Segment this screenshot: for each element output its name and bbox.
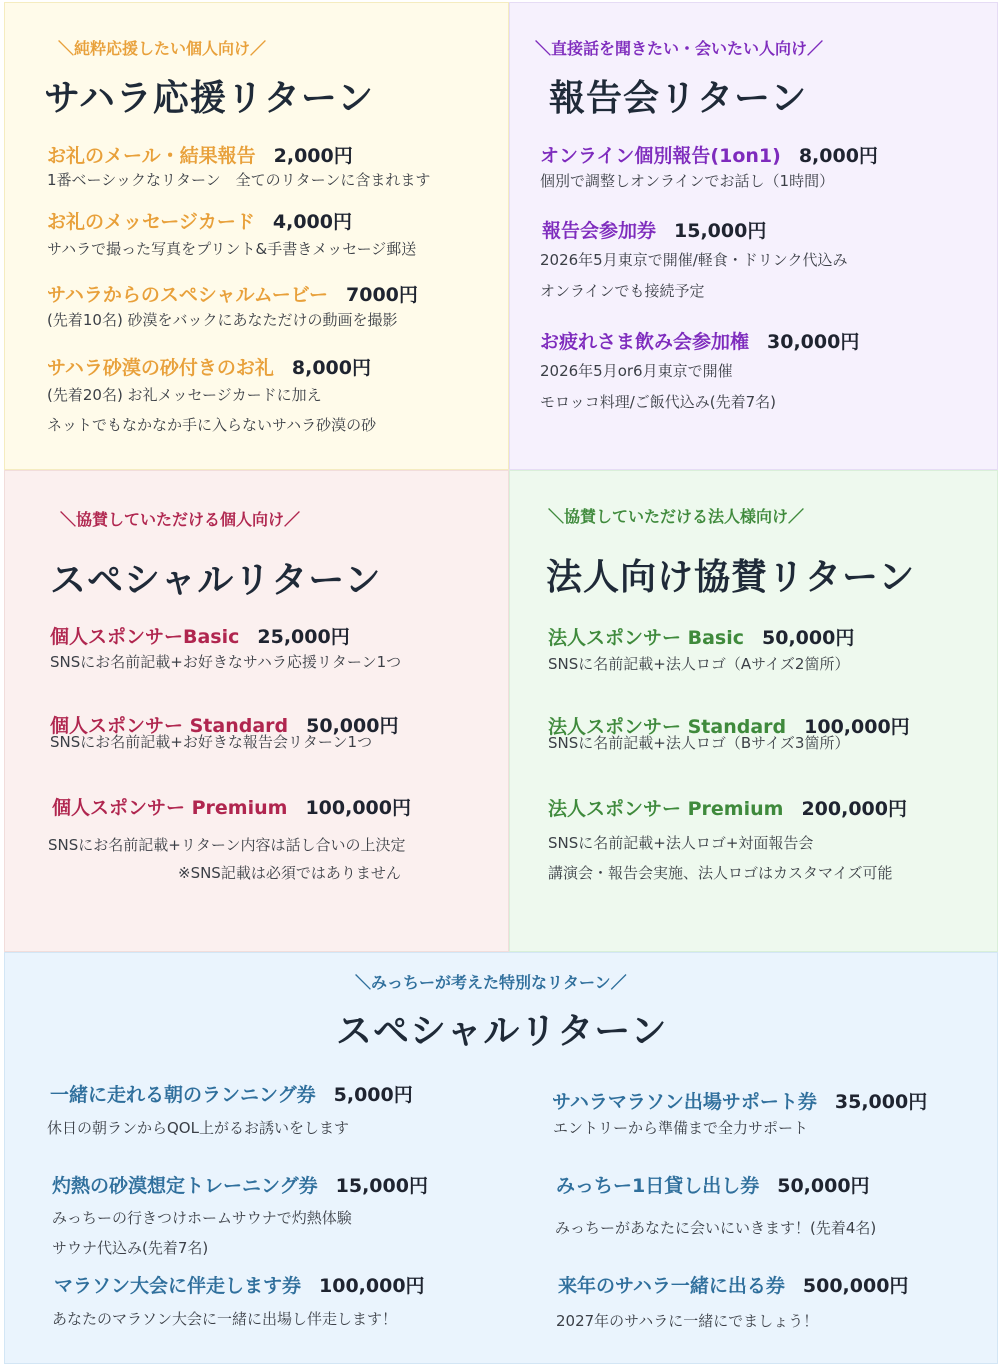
item-price: 5,000円 (333, 1084, 413, 1106)
list-item (548, 794, 907, 821)
item-price: 50,000円 (777, 1175, 870, 1197)
report-tagline: ＼直接話を聞きたい・会いたい人向け／ (535, 39, 824, 58)
item-name: マラソン大会に伴走します券 (54, 1275, 302, 1297)
item-price: 50,000円 (762, 627, 855, 649)
item-description: SNSに名前記載+法人ロゴ（Bサイズ3箇所） (548, 734, 850, 752)
item-description: エントリーから準備まで全力サポート (553, 1119, 809, 1137)
item-name: お疲れさま飲み会参加権 (540, 331, 750, 353)
item-description: みっちーがあなたに会いにいきます！(先着4名) (555, 1219, 877, 1237)
list-item (47, 207, 352, 234)
item-description: SNSにお名前記載+お好きなサハラ応援リターン1つ (50, 653, 402, 671)
item-price: 200,000円 (801, 798, 907, 820)
item-description: 休日の朝ランからQOL上がるお誘いをします (47, 1119, 349, 1137)
item-name: オンライン個別報告(1on1) (540, 145, 781, 167)
item-description: モロッコ料理/ご飯代込み(先着7名) (540, 393, 777, 411)
item-price: 15,000円 (674, 220, 767, 242)
item-price: 30,000円 (767, 331, 860, 353)
item-price: 100,000円 (305, 797, 411, 819)
report-title: 報告会リターン (549, 78, 808, 119)
item-price: 35,000円 (834, 1091, 928, 1113)
item-name: 個人スポンサーBasic (50, 626, 240, 648)
list-item (558, 1271, 908, 1298)
item-description: 2026年5月東京で開催/軽食・ドリンク代込み (540, 251, 848, 269)
item-name: 個人スポンサー Premium (52, 797, 288, 819)
list-item (52, 793, 411, 820)
list-item (52, 1171, 428, 1198)
list-item (50, 622, 350, 649)
item-description: 個別で調整しオンラインでお話し（1時間） (540, 172, 835, 190)
item-name: 一緒に走れる朝のランニング券 (50, 1084, 316, 1106)
item-name: お礼のメール・結果報告 (47, 145, 256, 167)
item-price: 7000円 (346, 284, 418, 306)
item-price: 500,000円 (802, 1275, 909, 1297)
item-name: 来年のサハラ一緒に出る券 (558, 1275, 785, 1297)
item-price: 8,000円 (291, 357, 371, 379)
item-name: 灼熱の砂漠想定トレーニング券 (52, 1175, 318, 1197)
support-tagline: ＼純粋応援したい個人向け／ (58, 39, 267, 58)
list-item (47, 353, 371, 380)
item-description: 講演会・報告会実施、法人ロゴはカスタマイズ可能 (548, 864, 893, 882)
item-description: みっちーの行きつけホームサウナで灼熱体験 (52, 1209, 352, 1227)
item-name: サハラ砂漠の砂付きのお礼 (47, 357, 274, 379)
item-name: 法人スポンサー Premium (548, 798, 784, 820)
item-description: (先着20名) お礼メッセージカードに加え (47, 386, 322, 404)
item-name: みっちー1日貸し出し券 (556, 1175, 760, 1197)
item-description: サウナ代込み(先着7名) (52, 1239, 209, 1257)
item-price: 8,000円 (798, 145, 878, 167)
item-price: 100,000円 (804, 716, 910, 738)
list-item (556, 1171, 870, 1198)
item-price: 4,000円 (272, 211, 352, 233)
item-note: ※SNS記載は必須ではありません (178, 864, 401, 882)
list-item (47, 141, 353, 168)
list-item (552, 1087, 927, 1114)
special-individual-title: スペシャルリターン (50, 560, 382, 601)
item-price: 50,000円 (306, 715, 399, 737)
item-name: 報告会参加券 (542, 220, 657, 242)
item-description: 1番ベーシックなリターン 全てのリターンに含まれます (47, 171, 431, 189)
item-description: 2027年のサハラに一緒にでましょう！ (556, 1312, 819, 1330)
corporate-sponsor-tagline: ＼協賛していただける法人様向け／ (548, 507, 805, 526)
item-name: 法人スポンサー Basic (548, 627, 745, 649)
corporate-sponsor-title: 法人向け協賛リターン (546, 557, 916, 598)
item-name: サハラマラソン出場サポート券 (552, 1091, 817, 1113)
item-description: あなたのマラソン大会に一緒に出場し伴走します！ (52, 1310, 398, 1328)
individual-sponsor-tagline: ＼協賛していただける個人向け／ (60, 510, 301, 529)
item-name: サハラからのスペシャルムービー (47, 284, 329, 306)
list-item (542, 216, 766, 243)
list-item (50, 1080, 413, 1107)
list-item (47, 280, 418, 307)
item-description: SNSに名前記載+法人ロゴ+対面報告会 (548, 834, 814, 852)
item-name: 法人スポンサー Standard (548, 716, 787, 738)
item-price: 2,000円 (273, 145, 353, 167)
list-item (54, 1271, 425, 1298)
item-description: サハラで撮った写真をプリント&手書きメッセージ郵送 (47, 240, 417, 258)
item-price: 15,000円 (335, 1175, 428, 1197)
item-description: オンラインでも接続予定 (540, 282, 705, 300)
item-price: 25,000円 (257, 626, 350, 648)
item-name: お礼のメッセージカード (47, 211, 255, 233)
item-description: ネットでもなかなか手に入らないサハラ砂漠の砂 (47, 416, 377, 434)
item-name: 個人スポンサー Standard (50, 715, 289, 737)
support-title: サハラ応援リターン (44, 78, 375, 119)
item-description: SNSにお名前記載+リターン内容は話し合いの上決定 (48, 836, 406, 854)
item-description: (先着10名) 砂漠をバックにあなただけの動画を撮影 (47, 311, 398, 329)
item-description: SNSにお名前記載+お好きな報告会リターン1つ (50, 733, 373, 751)
item-description: 2026年5月or6月東京で開催 (540, 362, 733, 380)
michi-title: スペシャルリターン (336, 1011, 668, 1052)
list-item (540, 327, 859, 354)
item-description: SNSに名前記載+法人ロゴ（Aサイズ2箇所） (548, 655, 850, 673)
list-item (548, 623, 854, 650)
list-item (540, 141, 878, 168)
item-price: 100,000円 (319, 1275, 425, 1297)
michi-tagline: ＼みっちーが考えた特別なリターン／ (355, 973, 627, 992)
